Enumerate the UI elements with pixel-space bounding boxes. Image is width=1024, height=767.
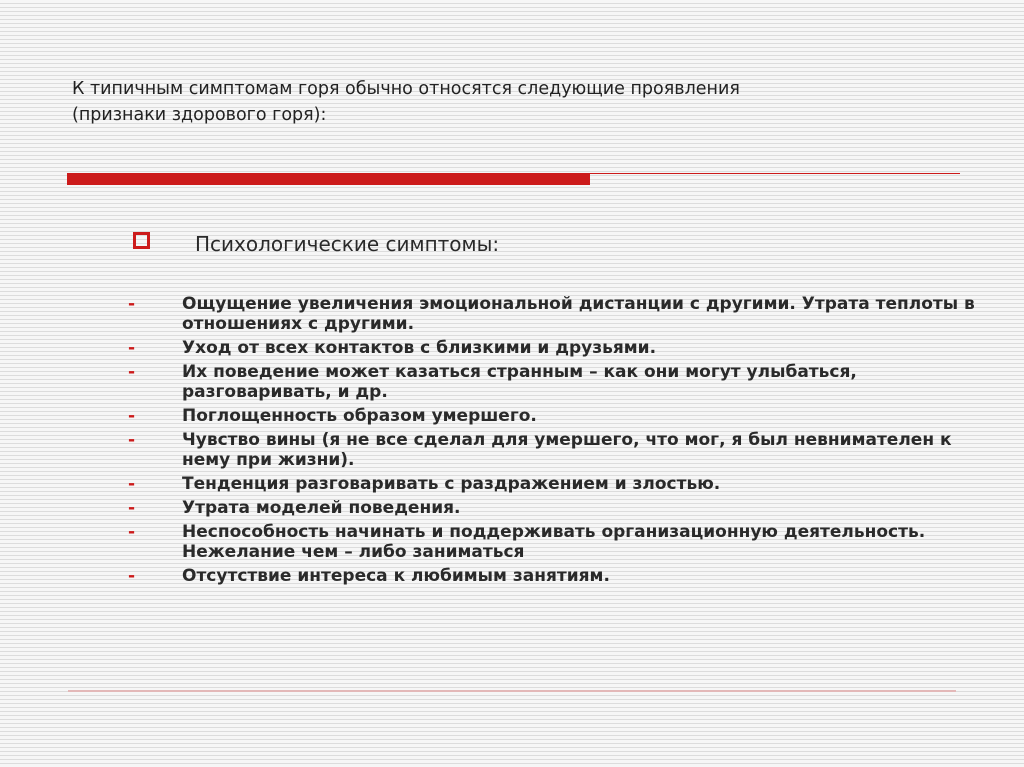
list-item-text: Утрата моделей поведения. bbox=[182, 498, 461, 518]
bottom-divider bbox=[68, 690, 956, 692]
symptom-list bbox=[125, 294, 975, 590]
list-item bbox=[125, 566, 975, 586]
list-item-text: Отсутствие интереса к любимым занятиям. bbox=[182, 566, 610, 586]
dash-bullet: - bbox=[128, 430, 136, 450]
list-item-text: Их поведение может казаться странным – как они могут улыбаться, разговаривать, и др. bbox=[182, 362, 857, 402]
square-outline-icon bbox=[133, 232, 150, 249]
list-item bbox=[125, 406, 975, 426]
list-item-text: Ощущение увеличения эмоциональной дистанции с другими. Утрата теплоты в отношениях с другими. bbox=[182, 294, 975, 334]
list-item bbox=[125, 430, 975, 470]
dash-bullet: - bbox=[128, 522, 136, 542]
list-item-text: Чувство вины (я не все сделал для умершего, что мог, я был невнимателен к нему при жизни). bbox=[182, 430, 952, 470]
list-item bbox=[125, 294, 975, 334]
list-item-text: Поглощенность образом умершего. bbox=[182, 406, 537, 426]
list-item bbox=[125, 362, 975, 402]
dash-bullet: - bbox=[128, 498, 136, 518]
list-item bbox=[125, 474, 975, 494]
list-item bbox=[125, 522, 975, 562]
dash-bullet: - bbox=[128, 406, 136, 426]
dash-bullet: - bbox=[128, 362, 136, 382]
accent-line bbox=[590, 173, 960, 174]
dash-bullet: - bbox=[128, 338, 136, 358]
dash-bullet: - bbox=[128, 474, 136, 494]
list-item bbox=[125, 338, 975, 358]
list-item-text: Неспособность начинать и поддерживать организационную деятельность. Нежелание чем – либо заниматься bbox=[182, 522, 926, 562]
section-title: Психологические симптомы: bbox=[195, 232, 500, 256]
list-item bbox=[125, 498, 975, 518]
list-item-text: Тенденция разговаривать с раздражением и злостью. bbox=[182, 474, 721, 494]
slide-title bbox=[72, 76, 952, 128]
list-item-text: Уход от всех контактов с близкими и друзьями. bbox=[182, 338, 657, 358]
section-heading bbox=[132, 228, 892, 260]
dash-bullet: - bbox=[128, 294, 136, 314]
slide-title-line-1: К типичным симптомам горя обычно относятся следующие проявления bbox=[72, 79, 740, 99]
dash-bullet: - bbox=[128, 566, 136, 586]
accent-bar bbox=[67, 173, 590, 185]
slide-title-line-2: (признаки здорового горя): bbox=[72, 105, 327, 125]
